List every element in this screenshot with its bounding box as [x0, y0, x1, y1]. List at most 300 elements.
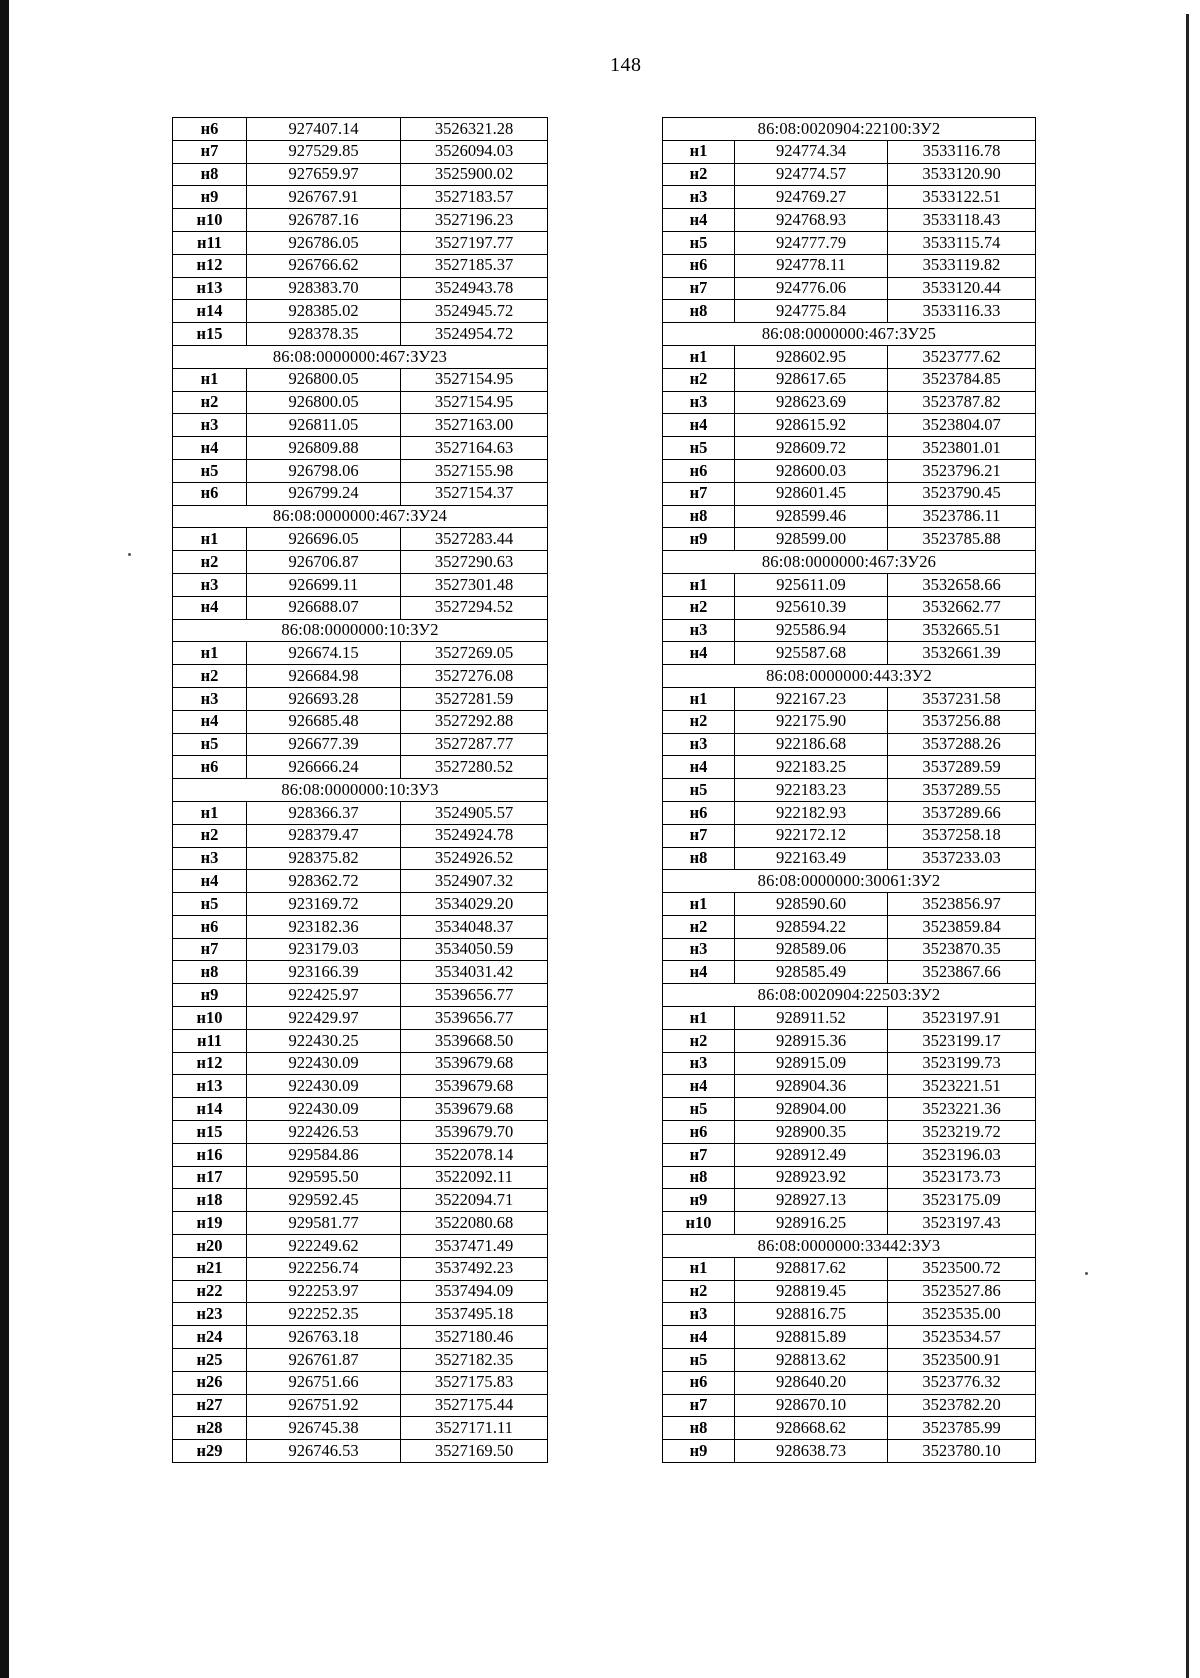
point-number-cell: н24	[173, 1326, 247, 1349]
coordinate-row	[173, 300, 548, 323]
y-coordinate-cell: 3534029.20	[401, 893, 548, 916]
x-coordinate-cell: 926745.38	[247, 1417, 401, 1440]
coordinate-row	[663, 505, 1036, 528]
point-number-cell: н7	[663, 1143, 735, 1166]
coordinate-row	[663, 231, 1036, 254]
coordinate-row	[173, 961, 548, 984]
x-coordinate-cell: 928915.36	[735, 1029, 888, 1052]
y-coordinate-cell: 3523790.45	[888, 482, 1036, 505]
point-number-cell: н10	[173, 1007, 247, 1030]
x-coordinate-cell: 928366.37	[247, 801, 401, 824]
y-coordinate-cell: 3534048.37	[401, 915, 548, 938]
coordinate-row	[173, 1121, 548, 1144]
point-number-cell: н4	[663, 756, 735, 779]
y-coordinate-cell: 3523175.09	[888, 1189, 1036, 1212]
coordinate-row	[173, 459, 548, 482]
y-coordinate-cell: 3524954.72	[401, 323, 548, 346]
coordinate-row	[173, 596, 548, 619]
coordinate-row	[173, 1075, 548, 1098]
point-number-cell: н8	[663, 847, 735, 870]
x-coordinate-cell: 928912.49	[735, 1143, 888, 1166]
x-coordinate-cell: 926696.05	[247, 528, 401, 551]
parcel-cadastral-number: 86:08:0020904:22100:ЗУ2	[663, 118, 1036, 141]
point-number-cell: н5	[173, 893, 247, 916]
coordinate-row	[173, 733, 548, 756]
point-number-cell: н5	[173, 459, 247, 482]
parcel-header-row	[173, 505, 548, 528]
point-number-cell: н13	[173, 1075, 247, 1098]
x-coordinate-cell: 928904.36	[735, 1075, 888, 1098]
x-coordinate-cell: 926693.28	[247, 687, 401, 710]
point-number-cell: н9	[663, 1440, 735, 1463]
coordinate-row	[663, 756, 1036, 779]
coordinate-row	[663, 1052, 1036, 1075]
y-coordinate-cell: 3527182.35	[401, 1349, 548, 1372]
x-coordinate-cell: 922172.12	[735, 824, 888, 847]
point-number-cell: н9	[663, 528, 735, 551]
x-coordinate-cell: 928819.45	[735, 1280, 888, 1303]
point-number-cell: н3	[173, 573, 247, 596]
x-coordinate-cell: 922426.53	[247, 1121, 401, 1144]
x-coordinate-cell: 924777.79	[735, 231, 888, 254]
point-number-cell: н3	[663, 938, 735, 961]
coordinate-row	[663, 163, 1036, 186]
y-coordinate-cell: 3534050.59	[401, 938, 548, 961]
x-coordinate-cell: 924778.11	[735, 254, 888, 277]
y-coordinate-cell: 3533115.74	[888, 231, 1036, 254]
coordinate-row	[173, 163, 548, 186]
y-coordinate-cell: 3526321.28	[401, 118, 548, 141]
point-number-cell: н5	[663, 779, 735, 802]
y-coordinate-cell: 3527164.63	[401, 437, 548, 460]
point-number-cell: н6	[173, 756, 247, 779]
point-number-cell: н7	[173, 140, 247, 163]
coordinate-row	[173, 938, 548, 961]
y-coordinate-cell: 3524907.32	[401, 870, 548, 893]
coordinate-row	[663, 1303, 1036, 1326]
y-coordinate-cell: 3532661.39	[888, 642, 1036, 665]
x-coordinate-cell: 926800.05	[247, 391, 401, 414]
x-coordinate-cell: 924769.27	[735, 186, 888, 209]
x-coordinate-cell: 923169.72	[247, 893, 401, 916]
coordinate-row	[173, 551, 548, 574]
point-number-cell: н2	[663, 163, 735, 186]
point-number-cell: н3	[173, 847, 247, 870]
y-coordinate-cell: 3537495.18	[401, 1303, 548, 1326]
parcel-cadastral-number: 86:08:0000000:467:ЗУ23	[173, 345, 548, 368]
parcel-header-row	[663, 984, 1036, 1007]
coordinate-row	[173, 1052, 548, 1075]
x-coordinate-cell: 927407.14	[247, 118, 401, 141]
y-coordinate-cell: 3534031.42	[401, 961, 548, 984]
point-number-cell: н5	[663, 231, 735, 254]
coordinate-row	[173, 277, 548, 300]
point-number-cell: н29	[173, 1440, 247, 1463]
point-number-cell: н14	[173, 300, 247, 323]
x-coordinate-cell: 922253.97	[247, 1280, 401, 1303]
y-coordinate-cell: 3523782.20	[888, 1394, 1036, 1417]
y-coordinate-cell: 3522094.71	[401, 1189, 548, 1212]
coordinate-row	[663, 391, 1036, 414]
coordinate-row	[173, 1189, 548, 1212]
x-coordinate-cell: 928378.35	[247, 323, 401, 346]
y-coordinate-cell: 3523796.21	[888, 459, 1036, 482]
coordinate-row	[663, 345, 1036, 368]
y-coordinate-cell: 3523500.72	[888, 1257, 1036, 1280]
x-coordinate-cell: 926706.87	[247, 551, 401, 574]
page-number: 148	[610, 54, 642, 76]
x-coordinate-cell: 925587.68	[735, 642, 888, 665]
parcel-cadastral-number: 86:08:0020904:22503:ЗУ2	[663, 984, 1036, 1007]
point-number-cell: н17	[173, 1166, 247, 1189]
x-coordinate-cell: 926800.05	[247, 368, 401, 391]
point-number-cell: н5	[663, 1098, 735, 1121]
y-coordinate-cell: 3532658.66	[888, 573, 1036, 596]
coordinate-row	[173, 1303, 548, 1326]
point-number-cell: н13	[173, 277, 247, 300]
x-coordinate-cell: 928362.72	[247, 870, 401, 893]
coordinate-row	[173, 1029, 548, 1052]
point-number-cell: н10	[173, 209, 247, 232]
x-coordinate-cell: 922249.62	[247, 1235, 401, 1258]
point-number-cell: н5	[173, 733, 247, 756]
coordinate-row	[173, 231, 548, 254]
point-number-cell: н8	[663, 300, 735, 323]
x-coordinate-cell: 928600.03	[735, 459, 888, 482]
point-number-cell: н8	[663, 1417, 735, 1440]
point-number-cell: н21	[173, 1257, 247, 1280]
parcel-cadastral-number: 86:08:0000000:467:ЗУ26	[663, 551, 1036, 574]
y-coordinate-cell: 3533122.51	[888, 186, 1036, 209]
y-coordinate-cell: 3523527.86	[888, 1280, 1036, 1303]
coordinate-row	[173, 482, 548, 505]
y-coordinate-cell: 3539656.77	[401, 1007, 548, 1030]
coordinate-row	[173, 209, 548, 232]
coordinate-row	[663, 528, 1036, 551]
coordinate-row	[173, 915, 548, 938]
coordinate-row	[173, 323, 548, 346]
point-number-cell: н4	[663, 1326, 735, 1349]
y-coordinate-cell: 3527163.00	[401, 414, 548, 437]
coordinate-row	[663, 824, 1036, 847]
coordinate-row	[173, 1007, 548, 1030]
coordinate-row	[663, 961, 1036, 984]
x-coordinate-cell: 928589.06	[735, 938, 888, 961]
coordinate-row	[663, 1166, 1036, 1189]
x-coordinate-cell: 923179.03	[247, 938, 401, 961]
y-coordinate-cell: 3522092.11	[401, 1166, 548, 1189]
y-coordinate-cell: 3525900.02	[401, 163, 548, 186]
point-number-cell: н2	[173, 391, 247, 414]
coordinate-row	[663, 277, 1036, 300]
x-coordinate-cell: 926786.05	[247, 231, 401, 254]
parcel-cadastral-number: 86:08:0000000:10:ЗУ3	[173, 779, 548, 802]
point-number-cell: н7	[663, 277, 735, 300]
point-number-cell: н9	[173, 984, 247, 1007]
point-number-cell: н4	[663, 642, 735, 665]
x-coordinate-cell: 928923.92	[735, 1166, 888, 1189]
coordinate-row	[173, 528, 548, 551]
coordinate-row	[173, 642, 548, 665]
coordinate-row	[663, 779, 1036, 802]
coordinate-row	[663, 687, 1036, 710]
x-coordinate-cell: 929592.45	[247, 1189, 401, 1212]
x-coordinate-cell: 923166.39	[247, 961, 401, 984]
coordinate-row	[663, 1007, 1036, 1030]
coordinate-row	[663, 1257, 1036, 1280]
point-number-cell: н28	[173, 1417, 247, 1440]
parcel-cadastral-number: 86:08:0000000:467:ЗУ25	[663, 323, 1036, 346]
x-coordinate-cell: 926811.05	[247, 414, 401, 437]
x-coordinate-cell: 922163.49	[735, 847, 888, 870]
y-coordinate-cell: 3524905.57	[401, 801, 548, 824]
x-coordinate-cell: 922430.09	[247, 1098, 401, 1121]
coordinate-row	[663, 847, 1036, 870]
y-coordinate-cell: 3539679.68	[401, 1052, 548, 1075]
point-number-cell: н4	[173, 710, 247, 733]
point-number-cell: н7	[173, 938, 247, 961]
x-coordinate-cell: 928900.35	[735, 1121, 888, 1144]
coordinate-row	[173, 118, 548, 141]
point-number-cell: н2	[663, 1280, 735, 1303]
y-coordinate-cell: 3523785.99	[888, 1417, 1036, 1440]
x-coordinate-cell: 928817.62	[735, 1257, 888, 1280]
coordinate-row	[663, 801, 1036, 824]
y-coordinate-cell: 3527180.46	[401, 1326, 548, 1349]
coordinate-row	[663, 619, 1036, 642]
coordinate-row	[663, 1143, 1036, 1166]
y-coordinate-cell: 3527280.52	[401, 756, 548, 779]
point-number-cell: н27	[173, 1394, 247, 1417]
x-coordinate-cell: 925611.09	[735, 573, 888, 596]
y-coordinate-cell: 3527183.57	[401, 186, 548, 209]
y-coordinate-cell: 3527290.63	[401, 551, 548, 574]
parcel-cadastral-number: 86:08:0000000:30061:ЗУ2	[663, 870, 1036, 893]
point-number-cell: н12	[173, 1052, 247, 1075]
y-coordinate-cell: 3523199.73	[888, 1052, 1036, 1075]
y-coordinate-cell: 3527283.44	[401, 528, 548, 551]
y-coordinate-cell: 3523787.82	[888, 391, 1036, 414]
x-coordinate-cell: 924774.34	[735, 140, 888, 163]
coordinate-row	[173, 391, 548, 414]
y-coordinate-cell: 3527294.52	[401, 596, 548, 619]
y-coordinate-cell: 3537288.26	[888, 733, 1036, 756]
point-number-cell: н6	[173, 482, 247, 505]
coordinate-row	[663, 254, 1036, 277]
y-coordinate-cell: 3523197.91	[888, 1007, 1036, 1030]
y-coordinate-cell: 3527155.98	[401, 459, 548, 482]
coordinate-row	[663, 1189, 1036, 1212]
y-coordinate-cell: 3539668.50	[401, 1029, 548, 1052]
x-coordinate-cell: 926767.91	[247, 186, 401, 209]
y-coordinate-cell: 3537492.23	[401, 1257, 548, 1280]
y-coordinate-cell: 3527269.05	[401, 642, 548, 665]
y-coordinate-cell: 3527175.44	[401, 1394, 548, 1417]
point-number-cell: н1	[663, 345, 735, 368]
point-number-cell: н1	[663, 140, 735, 163]
point-number-cell: н9	[663, 1189, 735, 1212]
coordinate-row	[173, 870, 548, 893]
y-coordinate-cell: 3523786.11	[888, 505, 1036, 528]
point-number-cell: н14	[173, 1098, 247, 1121]
x-coordinate-cell: 926751.92	[247, 1394, 401, 1417]
parcel-cadastral-number: 86:08:0000000:467:ЗУ24	[173, 505, 548, 528]
coordinate-row	[173, 1257, 548, 1280]
coordinate-row	[663, 1349, 1036, 1372]
coordinate-row	[663, 1280, 1036, 1303]
y-coordinate-cell: 3527292.88	[401, 710, 548, 733]
x-coordinate-cell: 928594.22	[735, 915, 888, 938]
parcel-cadastral-number: 86:08:0000000:443:ЗУ2	[663, 665, 1036, 688]
x-coordinate-cell: 926809.88	[247, 437, 401, 460]
point-number-cell: н16	[173, 1143, 247, 1166]
scan-left-edge	[0, 0, 9, 1678]
y-coordinate-cell: 3522078.14	[401, 1143, 548, 1166]
point-number-cell: н6	[663, 254, 735, 277]
point-number-cell: н6	[173, 118, 247, 141]
point-number-cell: н6	[663, 1371, 735, 1394]
y-coordinate-cell: 3527276.08	[401, 665, 548, 688]
x-coordinate-cell: 922256.74	[247, 1257, 401, 1280]
point-number-cell: н7	[663, 1394, 735, 1417]
y-coordinate-cell: 3527301.48	[401, 573, 548, 596]
x-coordinate-cell: 922186.68	[735, 733, 888, 756]
x-coordinate-cell: 922183.23	[735, 779, 888, 802]
coordinates-table-right	[662, 117, 1036, 1463]
y-coordinate-cell: 3539679.68	[401, 1075, 548, 1098]
x-coordinate-cell: 928927.13	[735, 1189, 888, 1212]
y-coordinate-cell: 3523534.57	[888, 1326, 1036, 1349]
y-coordinate-cell: 3533119.82	[888, 254, 1036, 277]
x-coordinate-cell: 926674.15	[247, 642, 401, 665]
y-coordinate-cell: 3523535.00	[888, 1303, 1036, 1326]
coordinate-row	[173, 186, 548, 209]
point-number-cell: н6	[663, 459, 735, 482]
coordinate-row	[173, 573, 548, 596]
point-number-cell: н8	[173, 961, 247, 984]
x-coordinate-cell: 926746.53	[247, 1440, 401, 1463]
coordinate-row	[663, 915, 1036, 938]
y-coordinate-cell: 3523221.51	[888, 1075, 1036, 1098]
point-number-cell: н7	[663, 482, 735, 505]
coordinate-row	[663, 1417, 1036, 1440]
x-coordinate-cell: 922430.25	[247, 1029, 401, 1052]
point-number-cell: н23	[173, 1303, 247, 1326]
x-coordinate-cell: 928915.09	[735, 1052, 888, 1075]
x-coordinate-cell: 925586.94	[735, 619, 888, 642]
x-coordinate-cell: 923182.36	[247, 915, 401, 938]
y-coordinate-cell: 3539679.68	[401, 1098, 548, 1121]
point-number-cell: н2	[173, 824, 247, 847]
x-coordinate-cell: 926685.48	[247, 710, 401, 733]
x-coordinate-cell: 922430.09	[247, 1075, 401, 1098]
coordinate-row	[663, 573, 1036, 596]
point-number-cell: н1	[173, 801, 247, 824]
y-coordinate-cell: 3527287.77	[401, 733, 548, 756]
point-number-cell: н1	[173, 642, 247, 665]
point-number-cell: н3	[663, 733, 735, 756]
point-number-cell: н6	[173, 915, 247, 938]
parcel-header-row	[663, 551, 1036, 574]
y-coordinate-cell: 3532662.77	[888, 596, 1036, 619]
y-coordinate-cell: 3537256.88	[888, 710, 1036, 733]
point-number-cell: н1	[173, 368, 247, 391]
x-coordinate-cell: 926787.16	[247, 209, 401, 232]
x-coordinate-cell: 922182.93	[735, 801, 888, 824]
y-coordinate-cell: 3522080.68	[401, 1212, 548, 1235]
parcel-header-row	[663, 1235, 1036, 1258]
point-number-cell: н4	[173, 437, 247, 460]
coordinate-row	[173, 1098, 548, 1121]
point-number-cell: н1	[173, 528, 247, 551]
y-coordinate-cell: 3537233.03	[888, 847, 1036, 870]
point-number-cell: н3	[173, 687, 247, 710]
y-coordinate-cell: 3523867.66	[888, 961, 1036, 984]
coordinate-row	[663, 186, 1036, 209]
y-coordinate-cell: 3523859.84	[888, 915, 1036, 938]
coordinate-row	[173, 1235, 548, 1258]
y-coordinate-cell: 3524943.78	[401, 277, 548, 300]
x-coordinate-cell: 926666.24	[247, 756, 401, 779]
y-coordinate-cell: 3523219.72	[888, 1121, 1036, 1144]
x-coordinate-cell: 924774.57	[735, 163, 888, 186]
coordinate-row	[173, 801, 548, 824]
point-number-cell: н4	[663, 1075, 735, 1098]
x-coordinate-cell: 926699.11	[247, 573, 401, 596]
coordinate-row	[173, 254, 548, 277]
x-coordinate-cell: 924768.93	[735, 209, 888, 232]
coordinate-row	[663, 596, 1036, 619]
point-number-cell: н2	[663, 596, 735, 619]
y-coordinate-cell: 3527154.37	[401, 482, 548, 505]
point-number-cell: н2	[663, 915, 735, 938]
scan-speck	[128, 553, 131, 556]
point-number-cell: н3	[173, 414, 247, 437]
coordinate-row	[663, 437, 1036, 460]
point-number-cell: н20	[173, 1235, 247, 1258]
point-number-cell: н3	[663, 391, 735, 414]
y-coordinate-cell: 3539679.70	[401, 1121, 548, 1144]
y-coordinate-cell: 3523197.43	[888, 1212, 1036, 1235]
x-coordinate-cell: 929584.86	[247, 1143, 401, 1166]
parcel-header-row	[173, 345, 548, 368]
x-coordinate-cell: 928670.10	[735, 1394, 888, 1417]
coordinate-row	[663, 1212, 1036, 1235]
x-coordinate-cell: 922183.25	[735, 756, 888, 779]
point-number-cell: н2	[663, 710, 735, 733]
x-coordinate-cell: 928623.69	[735, 391, 888, 414]
y-coordinate-cell: 3523221.36	[888, 1098, 1036, 1121]
point-number-cell: н6	[663, 1121, 735, 1144]
x-coordinate-cell: 928601.45	[735, 482, 888, 505]
y-coordinate-cell: 3523801.01	[888, 437, 1036, 460]
point-number-cell: н8	[663, 505, 735, 528]
y-coordinate-cell: 3523780.10	[888, 1440, 1036, 1463]
y-coordinate-cell: 3533118.43	[888, 209, 1036, 232]
y-coordinate-cell: 3533120.90	[888, 163, 1036, 186]
coordinate-row	[663, 938, 1036, 961]
point-number-cell: н4	[173, 870, 247, 893]
x-coordinate-cell: 926751.66	[247, 1371, 401, 1394]
coordinate-row	[663, 1394, 1036, 1417]
coordinate-row	[663, 1121, 1036, 1144]
x-coordinate-cell: 928615.92	[735, 414, 888, 437]
coordinate-row	[173, 414, 548, 437]
coordinate-row	[173, 437, 548, 460]
y-coordinate-cell: 3537289.66	[888, 801, 1036, 824]
point-number-cell: н7	[663, 824, 735, 847]
point-number-cell: н8	[663, 1166, 735, 1189]
